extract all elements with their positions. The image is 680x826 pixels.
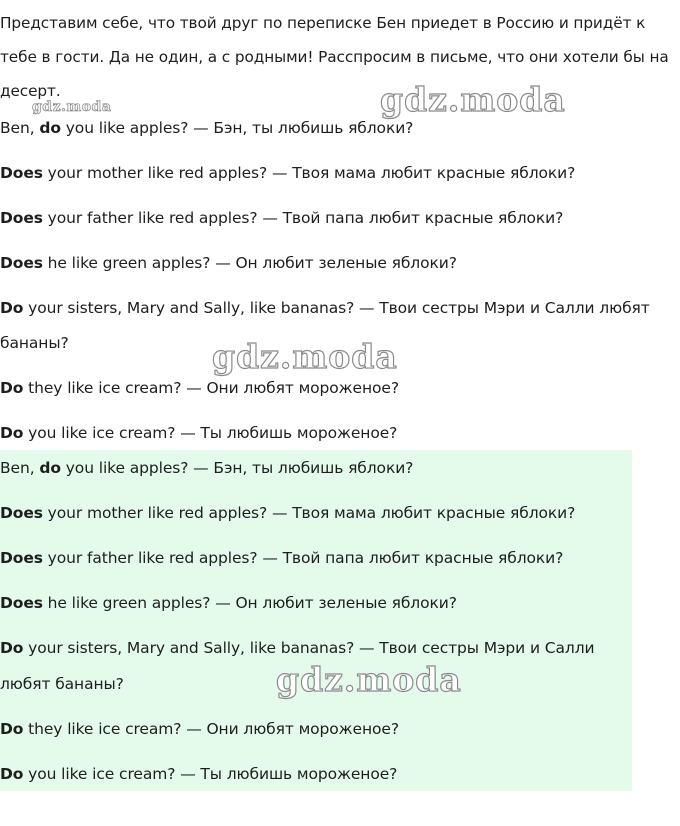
watermark: gdz.moda [276, 660, 462, 699]
watermark-small: gdz.moda [32, 99, 112, 115]
answer-line: Does he like green apples? — Он любит зеленые яблоки? [0, 594, 457, 612]
sentence-line: Do your sisters, Mary and Sally, like bananas? — Твои сестры Мэри и Салли любят [0, 299, 650, 317]
watermark: gdz.moda [380, 80, 566, 119]
sentence-line: Does your mother like red apples? — Твоя мама любит красные яблоки? [0, 164, 576, 182]
answer-line: Does your father like red apples? — Твой папа любит красные яблоки? [0, 549, 564, 567]
answer-line: Does your mother like red apples? — Твоя мама любит красные яблоки? [0, 504, 576, 522]
intro-paragraph: Представим себе, что твой друг по переписке Бен приедет в Россию и придёт к тебе в гости. Да не один, а с родными! Расспросим в письме, что они хотели бы на десерт. [0, 14, 669, 100]
answer-line: Do they like ice cream? — Они любят мороженое? [0, 720, 399, 738]
sentence-line: Does he like green apples? — Он любит зеленые яблоки? [0, 254, 457, 272]
sentence-line: Do you like ice cream? — Ты любишь мороженое? [0, 424, 398, 442]
answer-line: Ben, do you like apples? — Бэн, ты любишь яблоки? [0, 459, 414, 477]
sentence-line: бананы? [0, 334, 69, 352]
sentence-line: Do they like ice cream? — Они любят мороженое? [0, 379, 399, 397]
answer-line: Do your sisters, Mary and Sally, like bananas? — Твои сестры Мэри и Салли [0, 639, 595, 657]
sentence-line: Ben, do you like apples? — Бэн, ты любишь яблоки? [0, 119, 414, 137]
answer-line: любят бананы? [0, 675, 124, 693]
sentence-line: Does your father like red apples? — Твой папа любит красные яблоки? [0, 209, 564, 227]
watermark: gdz.moda [212, 337, 398, 376]
answer-line: Do you like ice cream? — Ты любишь мороженое? [0, 765, 398, 783]
